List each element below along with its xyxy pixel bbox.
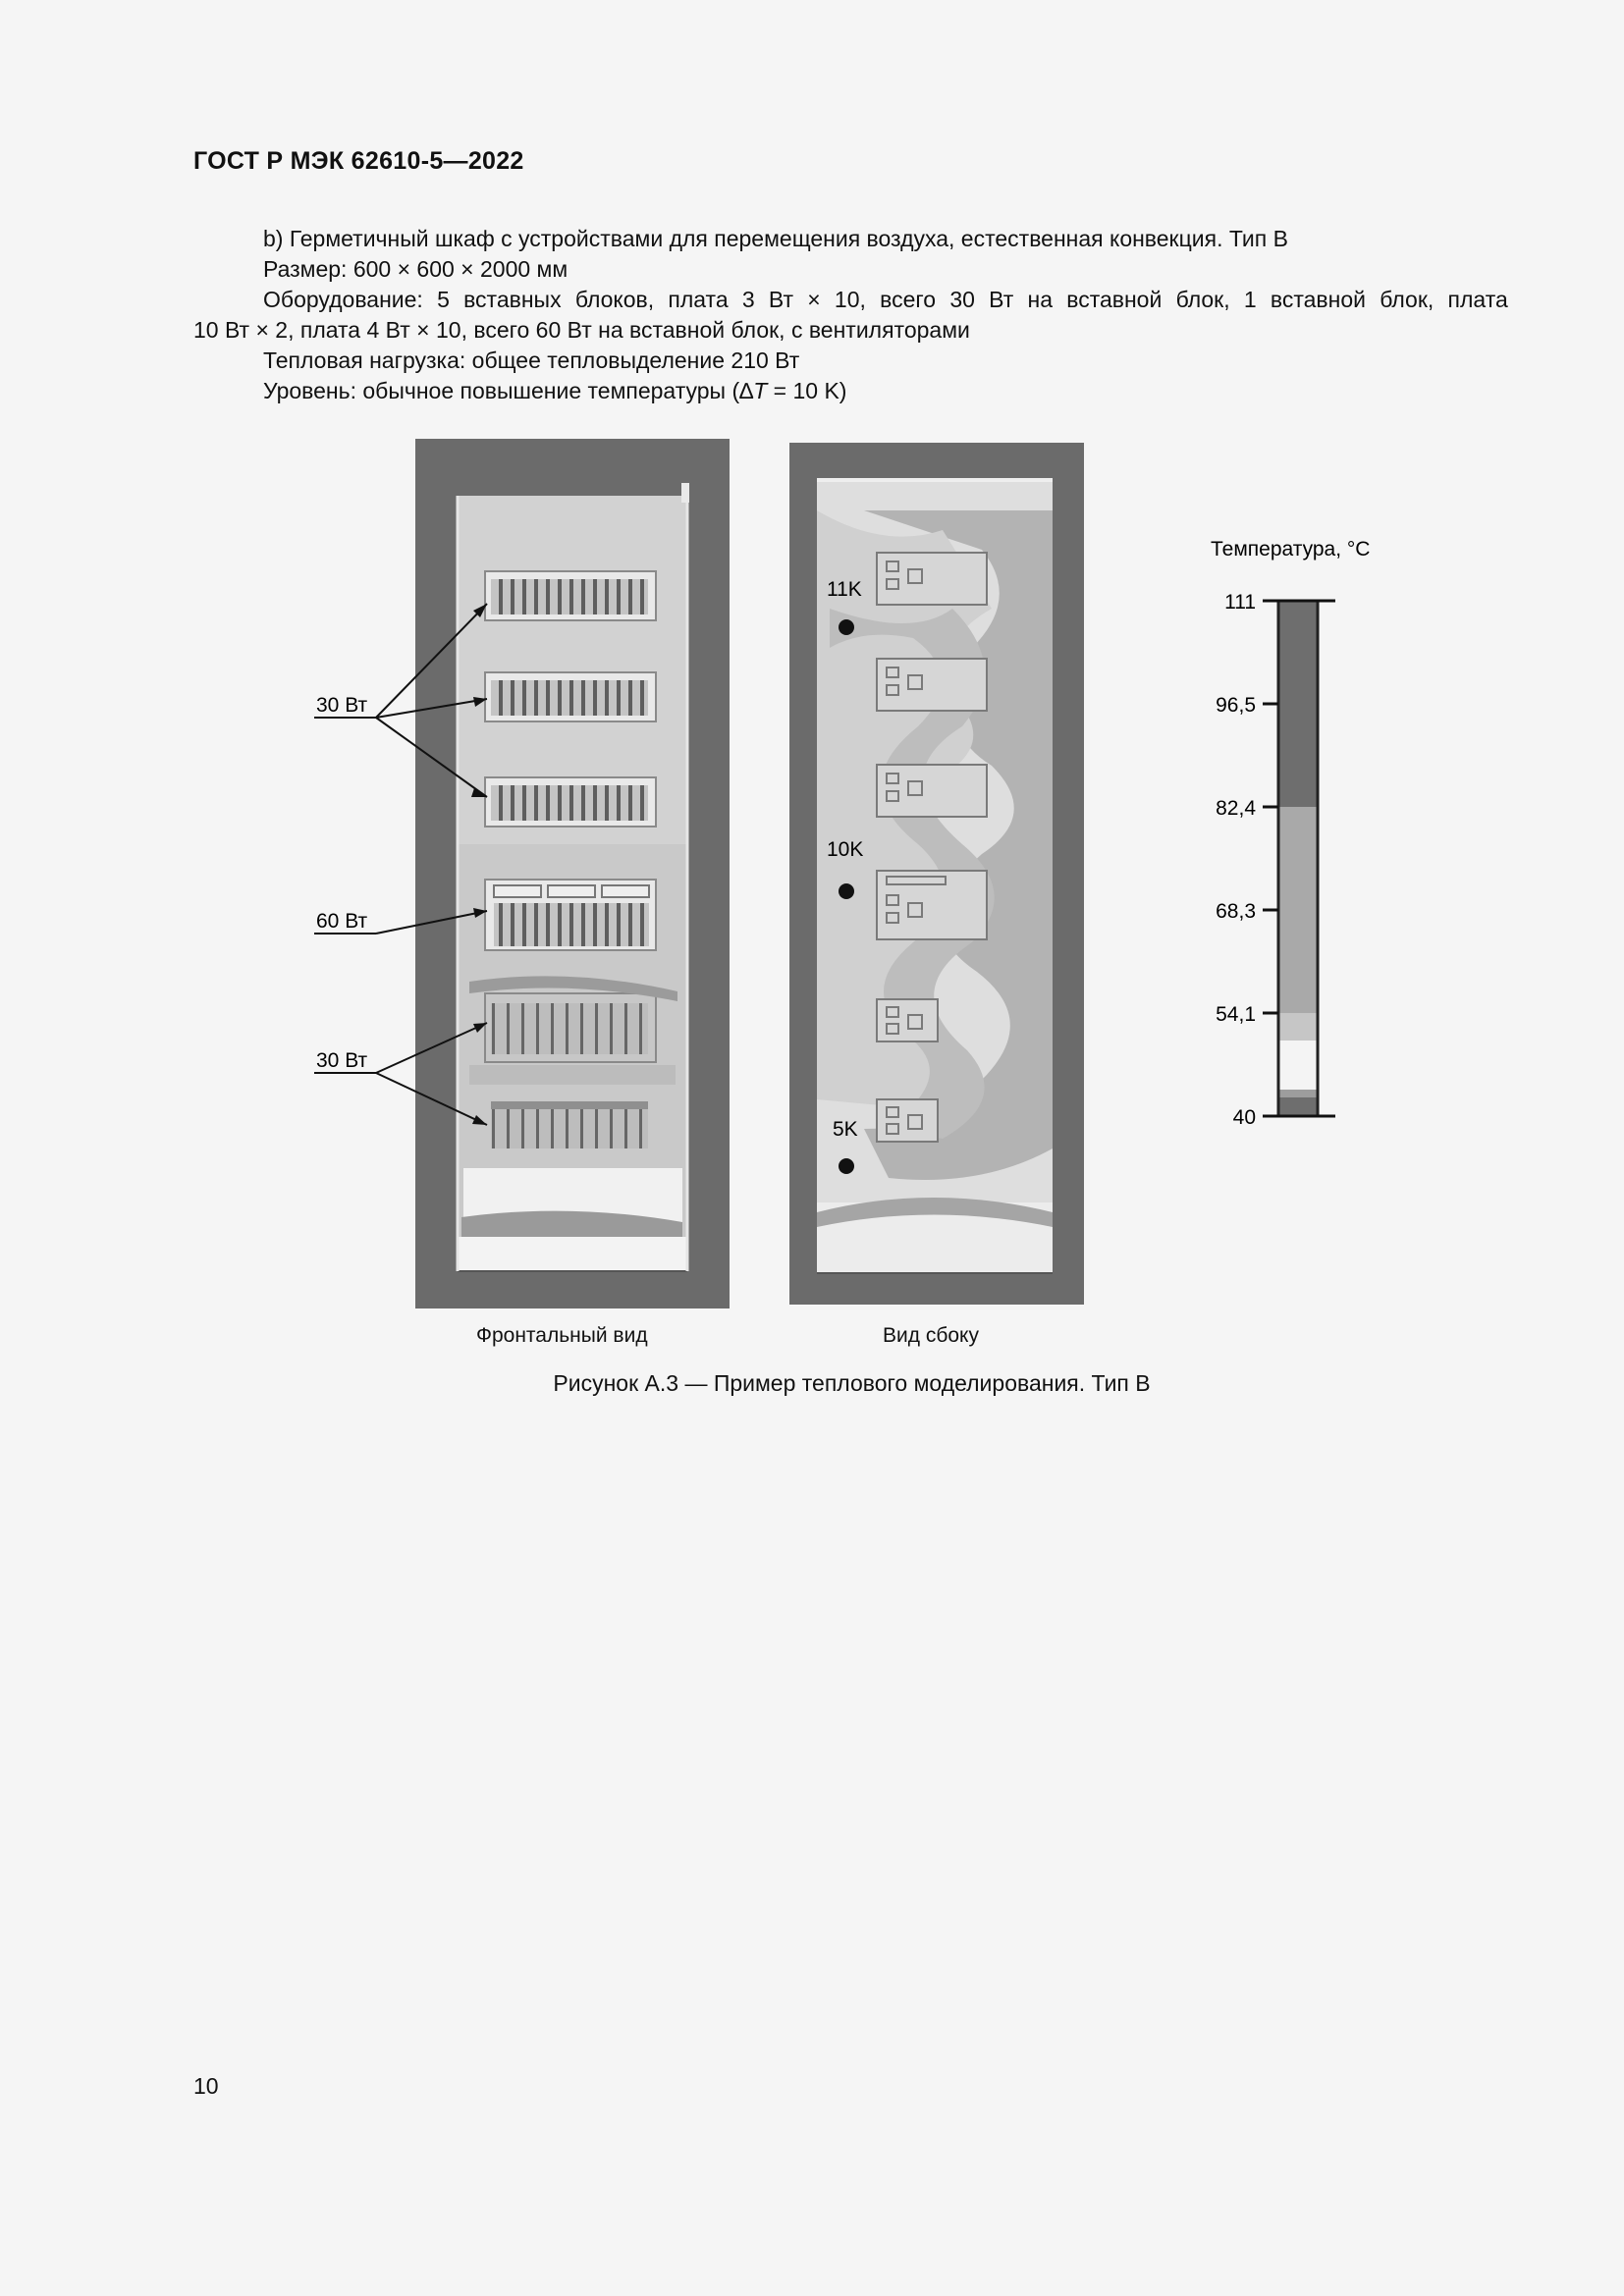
plugin-unit-fans	[485, 880, 656, 950]
label-60w: 60 Вт	[316, 910, 368, 933]
label-30w-bottom: 30 Вт	[316, 1049, 368, 1072]
scale-title: Температура, °C	[1211, 538, 1371, 561]
w: Оборудование:	[263, 287, 423, 312]
scale-tick-96-5: 96,5	[1216, 694, 1256, 717]
w: Вт	[989, 287, 1014, 312]
w: блоков,	[574, 287, 655, 312]
w: 10,	[834, 287, 866, 312]
label-11k: 11K	[827, 578, 862, 601]
scale-tick-68-3: 68,3	[1216, 900, 1256, 923]
scale-tick-82-4: 82,4	[1216, 797, 1256, 820]
line6-suffix: = 10 K)	[767, 378, 847, 403]
sensor-point-10k	[839, 883, 854, 899]
label-5k: 5K	[833, 1118, 858, 1141]
w: всего	[880, 287, 937, 312]
sensor-point-5k	[839, 1158, 854, 1174]
plugin-unit-3	[485, 777, 656, 827]
w: на	[1027, 287, 1053, 312]
scale-tick-54-1: 54,1	[1216, 1003, 1256, 1026]
intro-line-5: Тепловая нагрузка: общее тепловыделение 210 Вт	[263, 347, 800, 373]
w: вставной	[1066, 287, 1163, 312]
intro-line-2: Размер: 600 × 600 × 2000 мм	[263, 256, 568, 282]
variable-t: T	[753, 378, 768, 403]
w: блок,	[1175, 287, 1230, 312]
scale-tick-40: 40	[1232, 1106, 1256, 1129]
delta-symbol: ∆	[739, 378, 754, 403]
w: плата	[668, 287, 729, 312]
w: блок,	[1380, 287, 1435, 312]
w: Вт	[768, 287, 794, 312]
w: 3	[741, 287, 755, 312]
intro-line-1: b) Герметичный шкаф с устройствами для перемещения воздуха, естественная конвекция. Тип В	[263, 226, 1288, 251]
side-view	[789, 443, 1084, 1305]
temperature-scale	[1211, 538, 1370, 1129]
plugin-unit-6	[469, 1065, 676, 1148]
document-header: ГОСТ Р МЭК 62610-5—2022	[193, 147, 524, 175]
front-view-caption: Фронтальный вид	[476, 1324, 648, 1347]
plugin-unit-1	[485, 571, 656, 620]
label-30w-top: 30 Вт	[316, 694, 368, 717]
front-view	[314, 439, 730, 1308]
plugin-unit-2	[485, 672, 656, 721]
w: ×	[807, 287, 821, 312]
page-number: 10	[193, 2073, 219, 2099]
line6-prefix: Уровень: обычное повышение температуры (	[263, 378, 740, 403]
figure-caption: Рисунок А.3 — Пример теплового моделирования. Тип В	[553, 1370, 1151, 1396]
scale-tick-111: 111	[1224, 591, 1256, 614]
w: 30	[949, 287, 975, 312]
w: плата	[1447, 287, 1508, 312]
intro-line-4: 10 Вт × 2, плата 4 Вт × 10, всего 60 Вт на вставной блок, с вентиляторами	[193, 317, 970, 343]
w: вставных	[463, 287, 562, 312]
side-view-caption: Вид сбоку	[883, 1324, 979, 1347]
sensor-point-11k	[839, 619, 854, 635]
w: 5	[437, 287, 450, 312]
label-10k: 10K	[827, 838, 864, 861]
w: вставной	[1270, 287, 1366, 312]
w: 1	[1243, 287, 1257, 312]
